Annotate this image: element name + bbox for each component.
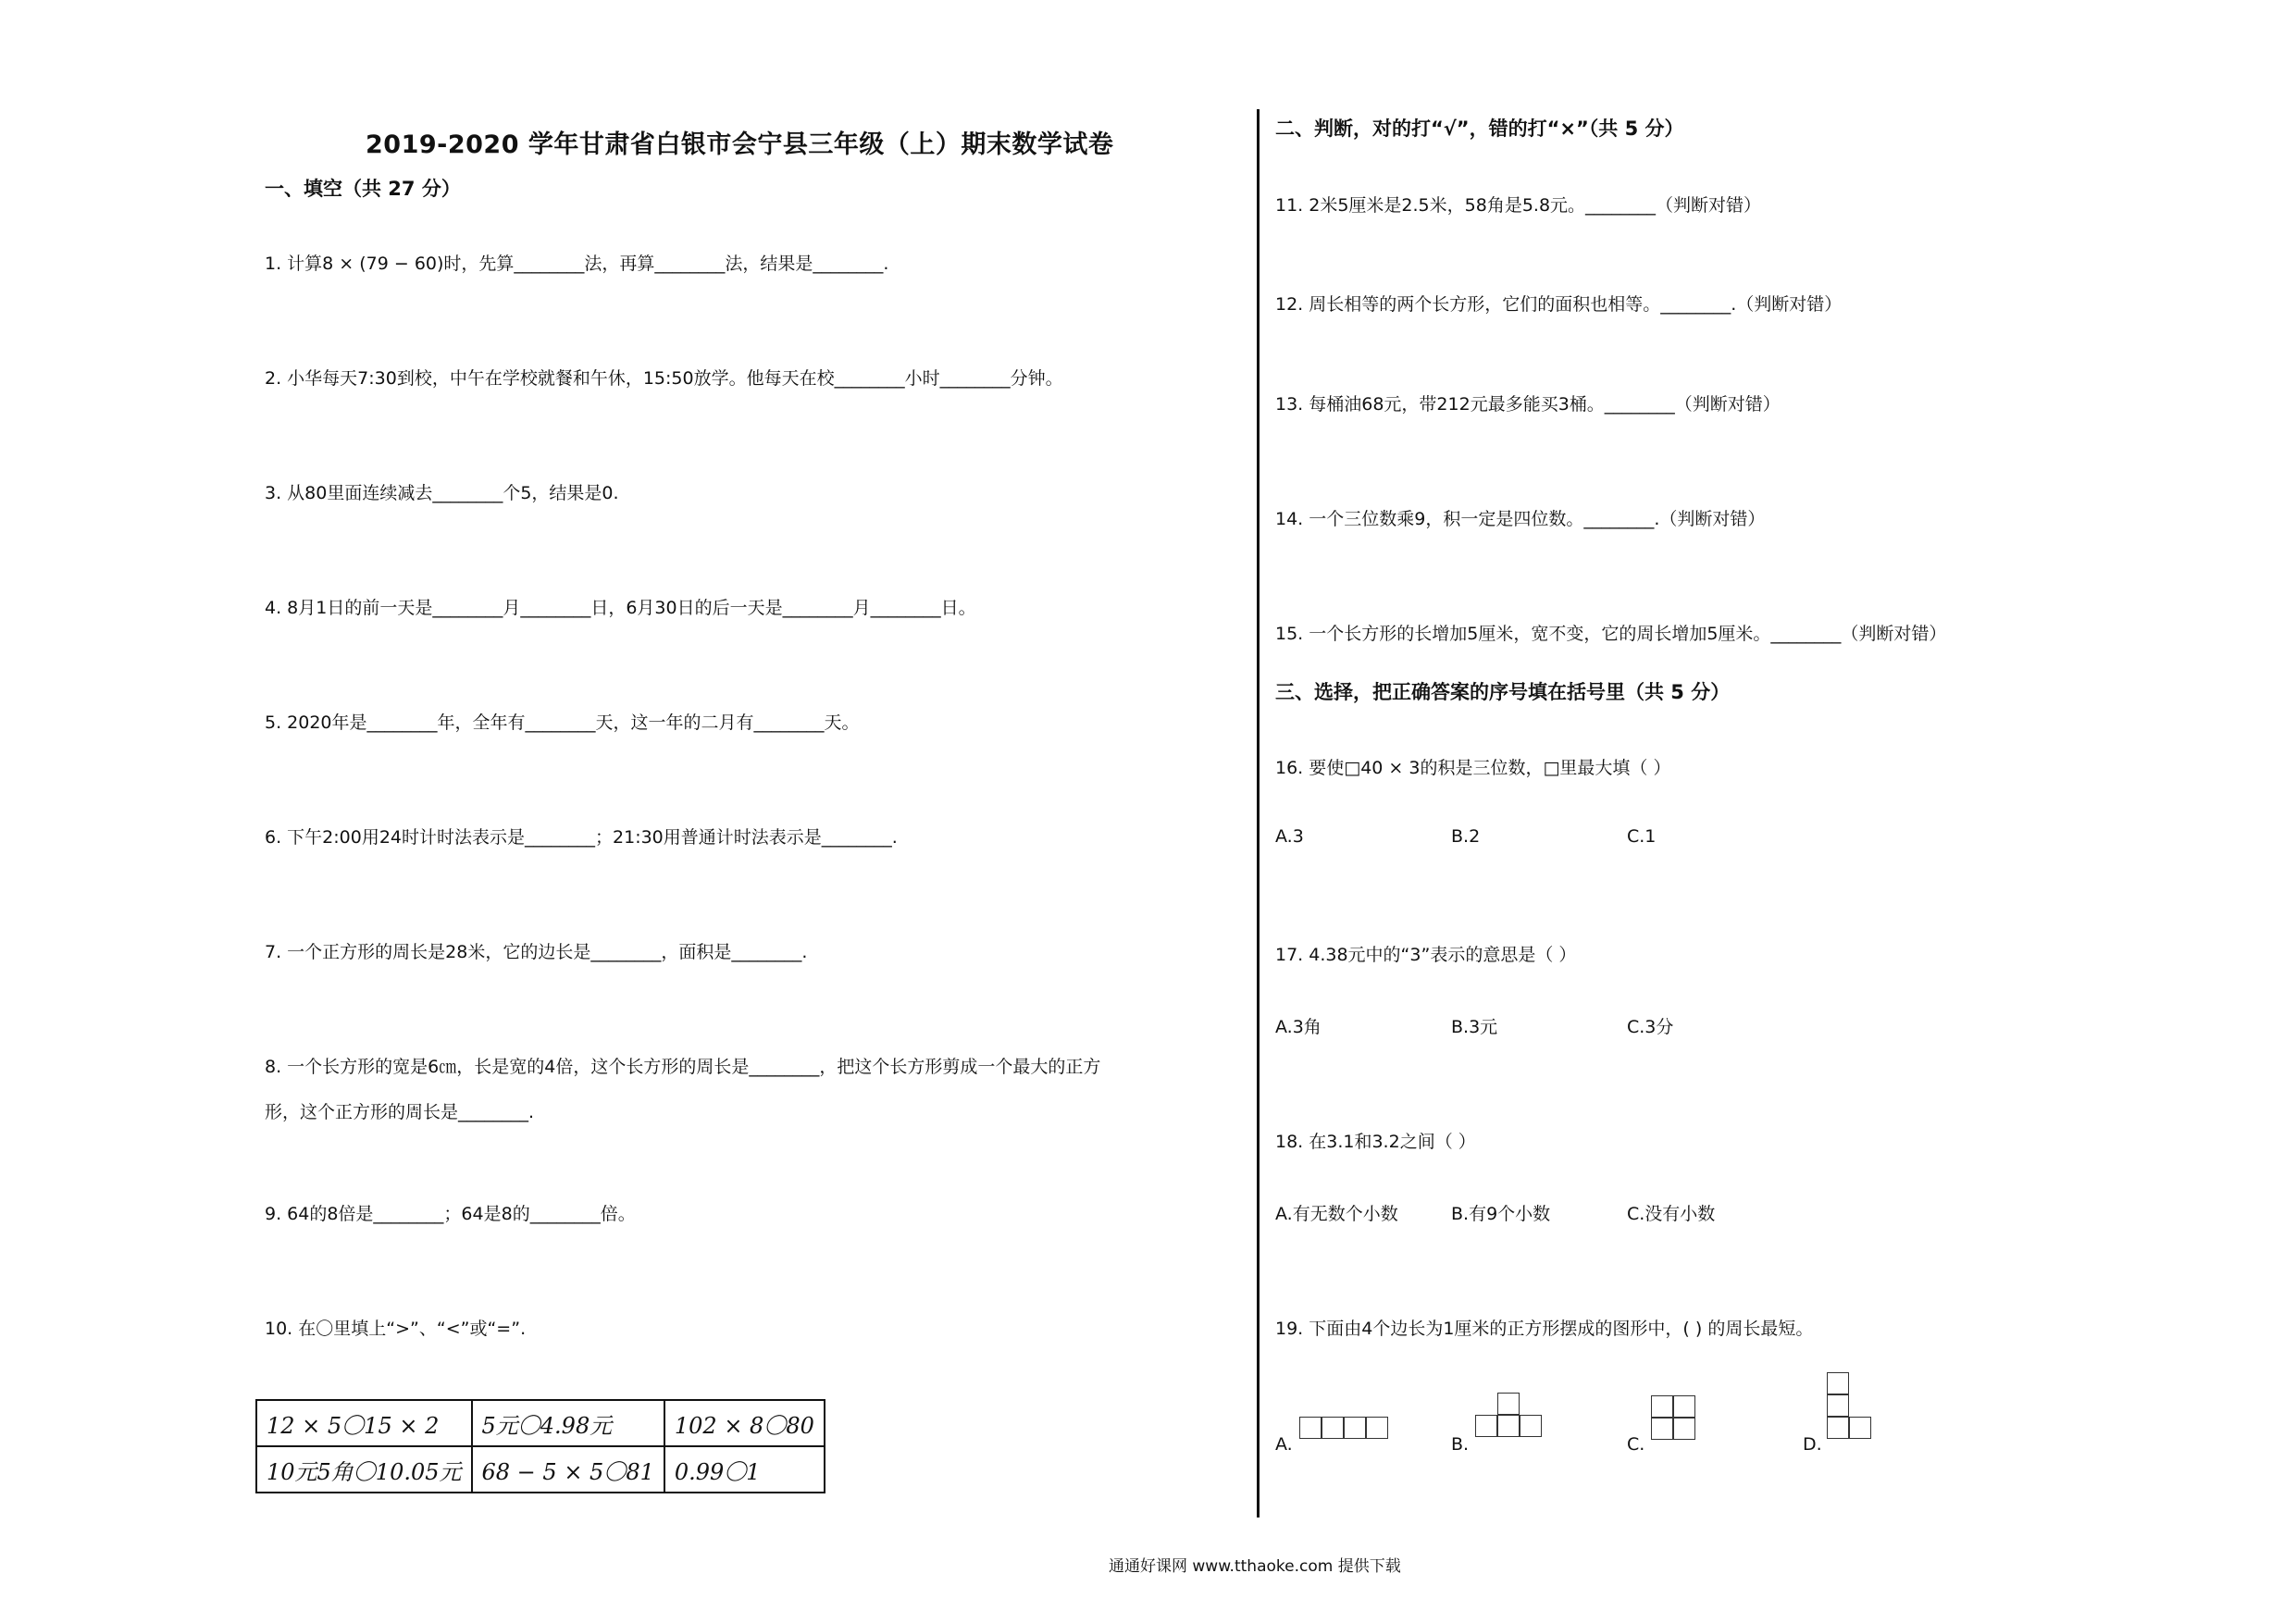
question-18-option-b[interactable]: B.有9个小数	[1451, 1204, 1551, 1224]
table-cell: 68 − 5 × 5〇81	[472, 1446, 664, 1493]
question-19-option-a[interactable]: A.	[1275, 1434, 1293, 1455]
question-6: 6. 下午2:00用24时计时法表示是________；21:30用普通计时法表示是________.	[265, 827, 898, 848]
question-17: 17. 4.38元中的“3”表示的意思是（ ）	[1275, 945, 1577, 965]
question-8-line-1: 8. 一个长方形的宽是6㎝，长是宽的4倍，这个长方形的周长是________，把这个长方形剪成一个最大的正方	[265, 1057, 1101, 1077]
question-16: 16. 要使□40 × 3的积是三位数，□里最大填（ ）	[1275, 758, 1671, 778]
question-19: 19. 下面由4个边长为1厘米的正方形摆成的图形中，( ) 的周长最短。	[1275, 1319, 1814, 1339]
question-19-option-b[interactable]: B.	[1451, 1434, 1470, 1455]
question-10: 10. 在〇里填上“>”、“<”或“=”.	[265, 1319, 527, 1339]
question-2: 2. 小华每天7:30到校，中午在学校就餐和午休，15:50放学。他每天在校________小时________分钟。	[265, 368, 1063, 389]
footer-text: 通通好课网 www.tthaoke.com 提供下载	[1109, 1557, 1401, 1576]
question-15: 15. 一个长方形的长增加5厘米，宽不变，它的周长增加5厘米。________（判断对错）	[1275, 624, 1947, 644]
question-16-option-c[interactable]: C.1	[1627, 826, 1657, 847]
question-18-option-c[interactable]: C.没有小数	[1627, 1204, 1716, 1224]
table-cell: 10元5角〇10.05元	[256, 1446, 472, 1493]
question-17-option-c[interactable]: C.3分	[1627, 1017, 1674, 1037]
section-choice-heading: 三、选择，把正确答案的序号填在括号里（共 5 分）	[1275, 681, 1731, 703]
question-19-option-d[interactable]: D.	[1803, 1434, 1822, 1455]
question-4: 4. 8月1日的前一天是________月________日，6月30日的后一天是________月________日。	[265, 598, 976, 618]
question-11: 11. 2米5厘米是2.5米，58角是5.8元。________（判断对错）	[1275, 195, 1762, 216]
question-3: 3. 从80里面连续减去________个5，结果是0.	[265, 483, 619, 503]
question-16-option-a[interactable]: A.3	[1275, 826, 1304, 847]
table-cell: 102 × 8〇80	[664, 1400, 825, 1446]
question-14: 14. 一个三位数乘9，积一定是四位数。________.（判断对错）	[1275, 509, 1766, 529]
question-9: 9. 64的8倍是________；64是8的________倍。	[265, 1204, 636, 1224]
table-cell: 12 × 5〇15 × 2	[256, 1400, 472, 1446]
question-8-line-2: 形，这个正方形的周长是________.	[265, 1102, 535, 1122]
question-16-option-b[interactable]: B.2	[1451, 826, 1481, 847]
question-7: 7. 一个正方形的周长是28米，它的边长是________，面积是________.	[265, 942, 808, 962]
table-row	[256, 1446, 825, 1493]
comparison-table	[255, 1399, 825, 1493]
question-12: 12. 周长相等的两个长方形，它们的面积也相等。________.（判断对错）	[1275, 294, 1843, 315]
page-title: 2019-2020 学年甘肃省白银市会宁县三年级（上）期末数学试卷	[366, 130, 1114, 159]
section-judge-heading: 二、判断，对的打“√”，错的打“×”（共 5 分）	[1275, 118, 1684, 140]
column-divider	[1257, 109, 1260, 1518]
question-18: 18. 在3.1和3.2之间（ ）	[1275, 1132, 1476, 1152]
question-13: 13. 每桶油68元，带212元最多能买3桶。________（判断对错）	[1275, 394, 1781, 415]
question-17-option-a[interactable]: A.3角	[1275, 1017, 1322, 1037]
question-18-option-a[interactable]: A.有无数个小数	[1275, 1204, 1398, 1224]
table-row	[256, 1400, 825, 1446]
question-5: 5. 2020年是________年，全年有________天，这一年的二月有________天。	[265, 712, 860, 733]
question-1: 1. 计算8 × (79 − 60)时，先算________法，再算________法，结果是________.	[265, 254, 889, 274]
question-19-option-c[interactable]: C.	[1627, 1434, 1645, 1455]
table-cell: 5元〇4.98元	[472, 1400, 664, 1446]
section-fill-blank-heading: 一、填空（共 27 分）	[265, 178, 461, 200]
table-cell: 0.99〇1	[664, 1446, 825, 1493]
question-17-option-b[interactable]: B.3元	[1451, 1017, 1498, 1037]
